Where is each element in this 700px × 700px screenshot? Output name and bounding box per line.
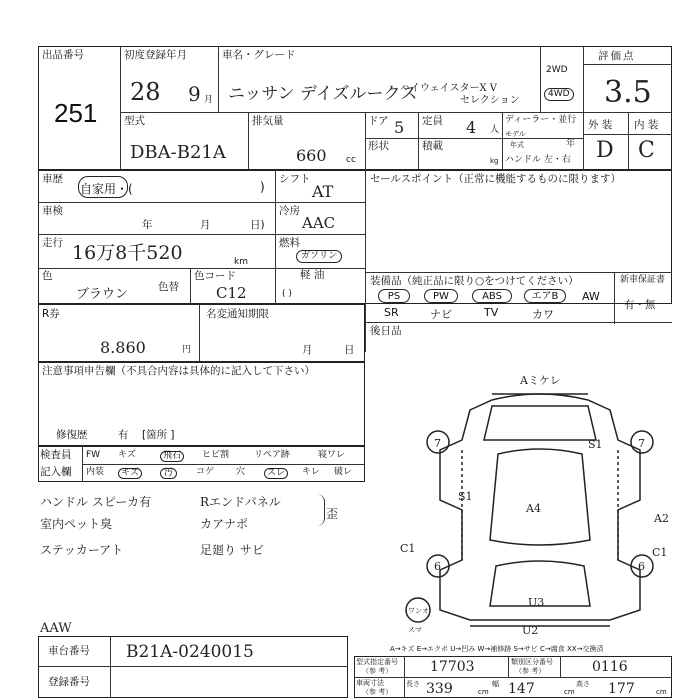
diag-mark-6a: 6 [434,560,441,573]
type-no-sub: （参 考） [362,667,393,675]
aircon-value: AAC [302,214,336,232]
car-name-label: 車名・グレード [222,49,296,61]
interior-label: 内 装 [634,119,659,131]
color-label: 色 [42,270,53,282]
len-value: 339 [426,681,453,697]
diagram-legend: A→キズ E→エクボ U→凹み W→補修跡 S→サビ C→腐食 XX→交換済 [390,645,604,653]
fuel-alt: 軽 油 [300,269,325,281]
rear-seat-label: 後日品 [370,325,402,337]
first-reg-month-unit: 月 [204,95,214,105]
class-label: 類別区分番号 [511,658,553,666]
load-label: 積載 [422,140,443,152]
insp-fw: FW [86,450,101,460]
wid-value: 147 [508,681,535,697]
divider [365,170,366,352]
first-reg-month: 9 [188,82,201,106]
history-close: ) [260,180,265,194]
registration-label: 登録番号 [48,676,90,688]
warranty-label: 新車保証書 [620,275,666,285]
hgt-label: 高さ [576,680,590,688]
divider [628,112,629,170]
model-value: DBA-B21A [130,142,226,163]
history-value: 自家用・( [80,182,133,196]
divider [502,112,503,170]
sales-point-label: セールスポイント（正常に機能するものに限ります） [370,173,622,185]
displacement-unit: cc [346,155,356,165]
drive-2wd: 2WD [546,65,568,75]
divider [199,304,200,362]
divider [38,202,365,203]
doors-value: 5 [394,118,405,137]
divider [110,636,111,698]
insp-int-dirt: 汚 [160,468,177,479]
notes-label: 注意事項申告欄（不具合内容は具体的に記入して下さい） [42,365,315,377]
fuel-label: 燃料 [279,237,300,249]
divider [540,46,541,112]
equip-pw: PW [424,289,458,303]
divider [365,112,366,170]
insp-hibiware: ヒビ割 [202,450,230,460]
name-change-month: 月 [302,344,313,356]
mileage-label: 走行 [42,237,63,249]
diag-mark-c1a: C1 [400,542,416,555]
car-name: ニッサン デイズルークス [228,84,418,104]
inspection-label: 車検 [42,205,63,217]
equipment-label: 装備品（純正品に限り○をつけてください） [370,275,579,287]
chassis-label: 車台番号 [48,645,90,657]
recycle-unit: 円 [182,345,192,355]
first-reg-label: 初度登録年月 [124,49,187,61]
remark-5: カアナポ [200,517,249,531]
insp-int-tear: 破レ [334,467,353,477]
insp-repair: リペア跡 [254,450,290,460]
fuel-paren: ( ) [282,289,292,299]
divider [275,170,276,304]
load-unit: kg [490,157,499,165]
type-no: 17703 [430,659,475,675]
divider [354,677,672,678]
displacement-value: 660 [296,146,327,165]
chassis-value: B21A-0240015 [126,642,254,662]
equip-abs: ABS [472,289,512,303]
signature: AAW [40,621,72,636]
divider [38,666,348,667]
insp-int-burn: コゲ [196,467,215,477]
model-year-label2: 年式 [510,141,524,149]
diag-mark-a2: A2 [654,512,669,525]
recycle-value: 8.860 [100,338,146,357]
mileage-unit: km [234,257,248,267]
repair-label: 修復歴 [56,429,88,441]
remark-1: ハンドル スピーカ有 [40,495,152,509]
remark-3: ステッカーアト [40,543,124,557]
name-change-label: 名変通知期限 [206,308,269,320]
divider [418,112,419,170]
first-reg-year: 28 [130,78,161,106]
diag-mark-7b: 7 [638,437,645,450]
inspection-month: 月 [200,219,211,231]
exterior-grade: D [596,138,614,163]
divider [560,656,561,677]
inspection-year: 年 [142,219,153,231]
model-year-label1: モデル [505,130,526,138]
doors-label: ドア [368,115,389,127]
inspector-label2: 記入欄 [40,466,72,478]
warranty-value: 有・無 [624,299,656,311]
diag-mark-7a: 7 [434,437,441,450]
equip-ps: PS [378,289,410,303]
divider [583,64,672,65]
interior-grade: C [638,138,655,163]
divider [190,268,191,304]
inspector-label1: 検査員 [40,449,72,461]
equip-leather: カワ [532,308,554,321]
wid-unit: cm [564,688,575,696]
recycle-label: R券 [42,308,60,320]
color-swap: 色替 [158,281,179,293]
score-label: 評価点 [598,50,636,62]
remark-2: 室内ペット臭 [40,517,113,531]
diag-mark-c1b: C1 [652,546,668,559]
equip-airbag: エアB [524,289,566,303]
remark-4: Rエンドパネル [200,495,281,509]
diag-mark-6b: 6 [638,560,645,573]
mileage-value: 16万8千520 [72,242,183,264]
fuel-value: ガソリン [296,250,342,263]
equip-navi: ナビ [430,308,452,321]
insp-int-hole: 穴 [236,467,246,477]
car-diagram [400,370,680,640]
diag-top: Aミケレ [520,374,561,387]
divider [120,46,121,170]
repair-paren: [箇所 ] [142,429,175,441]
model-label: 型式 [124,115,145,127]
capacity-unit: 人 [490,125,500,135]
model-year-unit: 年 [566,139,576,149]
score-value: 3.5 [604,75,652,110]
history-circle [78,176,128,198]
class-sub: （参 考） [515,667,546,675]
insp-tobiishi: 飛石 [160,451,184,462]
diag-stamp: ワンオ [408,607,429,615]
len-label: 長さ [406,680,420,688]
color-code-label: 色コード [194,270,236,282]
insp-kizu: キズ [118,450,136,460]
drive-4wd: 4WD [544,88,574,101]
dims-sub: （参 考） [362,688,393,696]
dealer-label: ディーラー・並行 [505,115,577,125]
type-no-label: 型式指定番号 [356,658,398,666]
handle-label: ハンドル 左・右 [505,155,571,165]
capacity-label: 定員 [422,115,443,127]
diag-mark-u2: U2 [522,624,539,637]
car-grade: ハイウェイスターX V [400,83,498,94]
insp-int-kizu: キズ [118,468,142,479]
len-unit: cm [478,688,489,696]
aircon-label: 冷房 [279,205,300,217]
divider [614,272,615,324]
divider [120,112,672,113]
divider [508,656,509,677]
shape-label: 形状 [368,140,389,152]
lot-number: 251 [54,98,98,128]
hgt-unit: cm [656,688,667,696]
shift-label: シフト [279,173,311,185]
divider [82,464,365,465]
remark-brace [316,494,325,526]
divider [38,234,365,235]
insp-newa: 寝ワレ [318,450,346,460]
insp-int-rub: スレ [264,468,288,479]
class-no: 0116 [592,659,628,675]
equip-sr: SR [384,306,399,319]
exterior-label: 外 装 [588,119,613,131]
remark-7: 歪 [326,507,339,521]
divider [248,112,249,170]
color-code-value: C12 [216,284,247,302]
recycle-frame [38,304,365,362]
diag-mark-u3: U3 [528,596,545,609]
name-change-day: 日 [344,344,355,356]
car-grade2: セレクション [460,95,520,106]
wid-label: 幅 [492,680,499,688]
diag-mark-s1a: S1 [588,438,603,451]
remark-6: 足廻り サビ [200,543,264,557]
equip-tv: TV [484,306,499,319]
dims-label: 車両寸法 [356,679,384,687]
divider [365,272,672,273]
divider [365,322,672,323]
inspection-day: 日) [250,219,265,231]
equip-aw: AW [582,290,600,303]
history-label: 車歴 [42,173,63,185]
repair-value: 有 [118,429,129,441]
insp-int: 内装 [86,467,105,477]
divider [218,46,219,112]
divider [365,138,583,139]
lot-label: 出品番号 [42,49,84,61]
diag-stamp2: スマ [408,626,422,634]
color-value: ブラウン [76,287,129,302]
insp-int-cut: キレ [302,467,320,477]
capacity-value: 4 [466,118,477,137]
divider [404,656,405,698]
hgt-value: 177 [608,681,635,697]
diag-mark-a4: A4 [526,502,541,515]
diag-mark-s1b: S1 [458,490,473,503]
shift-value: AT [312,182,334,201]
displacement-label: 排気量 [252,115,284,127]
